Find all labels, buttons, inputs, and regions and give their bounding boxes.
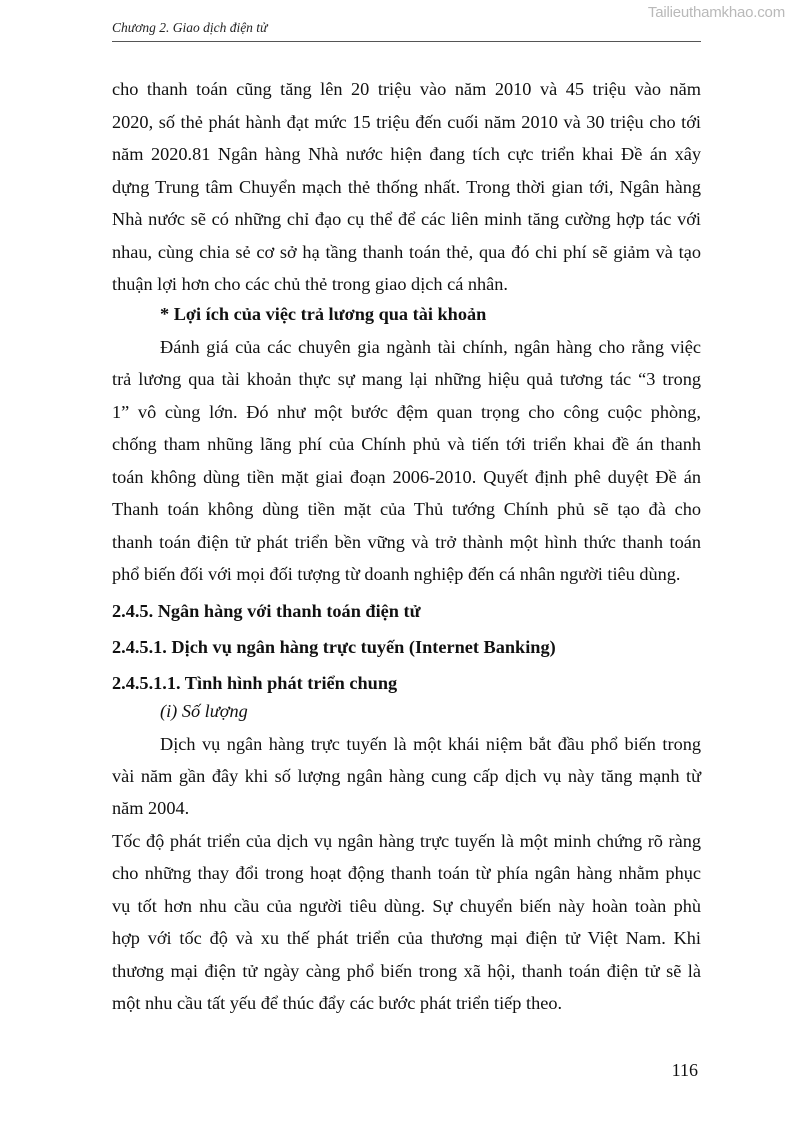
text-line: thuận lợi hơn cho các chủ thẻ trong giao dịch cá nhân. [112,274,509,294]
text-line: toán không dùng tiền mặt giai đoạn 2006-2010. Quyết định phê duyệt Đề án [112,467,701,487]
text-line: vụ tốt hơn nhu cầu của người tiêu dùng. Sự chuyển biến này hoàn toàn phù [112,896,701,916]
text-line: năm 2020.81 Ngân hàng Nhà nước hiện đang tích cực triển khai Đề án xây [112,144,701,164]
text-line: thanh toán điện tử phát triển bền vững và trở thành một hình thức thanh toán [112,532,701,552]
text-line: thương mại điện tử ngày càng phổ biến trong xã hội, thanh toán điện tử sẽ là [112,961,701,981]
text-line: trả lương qua tài khoản thực sự mang lại những hiệu quả tương tác “3 trong [112,369,701,389]
running-header: Chương 2. Giao dịch điện tử [112,20,701,42]
text-line: hợp với tốc độ và xu thế phát triển của thương mại điện tử Việt Nam. Khi [112,928,701,948]
text-line: phổ biến đối với mọi đối tượng từ doanh nghiệp đến cá nhân người tiêu dùng. [112,564,681,584]
text-line: Nhà nước sẽ có những chỉ đạo cụ thể để các liên minh tăng cường hợp tác với [112,209,701,229]
text-line: vài năm gần đây khi số lượng ngân hàng cung cấp dịch vụ này tăng mạnh từ [112,766,701,786]
text-line: chống tham nhũng lãng phí của Chính phủ và tiến tới triển khai đề án thanh [112,434,701,454]
text-line: Tốc độ phát triển của dịch vụ ngân hàng trực tuyến là một minh chứng rõ ràng [112,831,701,851]
heading-2-4-5: 2.4.5. Ngân hàng với thanh toán điện tử [112,601,421,621]
page-number: 116 [671,1060,698,1080]
text-line: nhau, cùng chia sẻ cơ sở hạ tầng thanh toán thẻ, qua đó chi phí sẽ giảm và tạo [112,242,701,262]
text-line: cho thanh toán cũng tăng lên 20 triệu vào năm 2010 và 45 triệu vào năm [112,79,701,99]
text-line: năm 2004. [112,798,190,818]
text-line: Dịch vụ ngân hàng trực tuyến là một khái niệm bắt đầu phổ biến trong [160,734,701,754]
text-line: dựng Trung tâm Chuyển mạch thẻ thống nhất. Trong thời gian tới, Ngân hàng [112,177,701,197]
watermark: Tailieuthamkhao.com [647,4,785,21]
text-line: 1” vô cùng lớn. Đó như một bước đệm quan trọng cho công cuộc phòng, [112,402,701,422]
subheading-quantity: (i) Số lượng [160,701,248,721]
text-line: Thanh toán không dùng tiền mặt của Thủ tướng Chính phủ sẽ tạo đà cho [112,499,701,519]
text-line: 2020, số thẻ phát hành đạt mức 15 triệu đến cuối năm 2010 và 30 triệu cho tới [112,112,701,132]
subheading-benefit: * Lợi ích của việc trả lương qua tài khoản [160,304,487,324]
text-line: cho những thay đổi trong hoạt động thanh toán từ phía ngân hàng nhằm phục [112,863,701,883]
text-line: Đánh giá của các chuyên gia ngành tài chính, ngân hàng cho rằng việc [160,337,701,357]
text-line: một nhu cầu tất yếu để thúc đẩy các bước phát triển tiếp theo. [112,993,563,1013]
heading-2-4-5-1: 2.4.5.1. Dịch vụ ngân hàng trực tuyến (Internet Banking) [112,637,556,657]
heading-2-4-5-1-1: 2.4.5.1.1. Tình hình phát triển chung [112,673,398,693]
